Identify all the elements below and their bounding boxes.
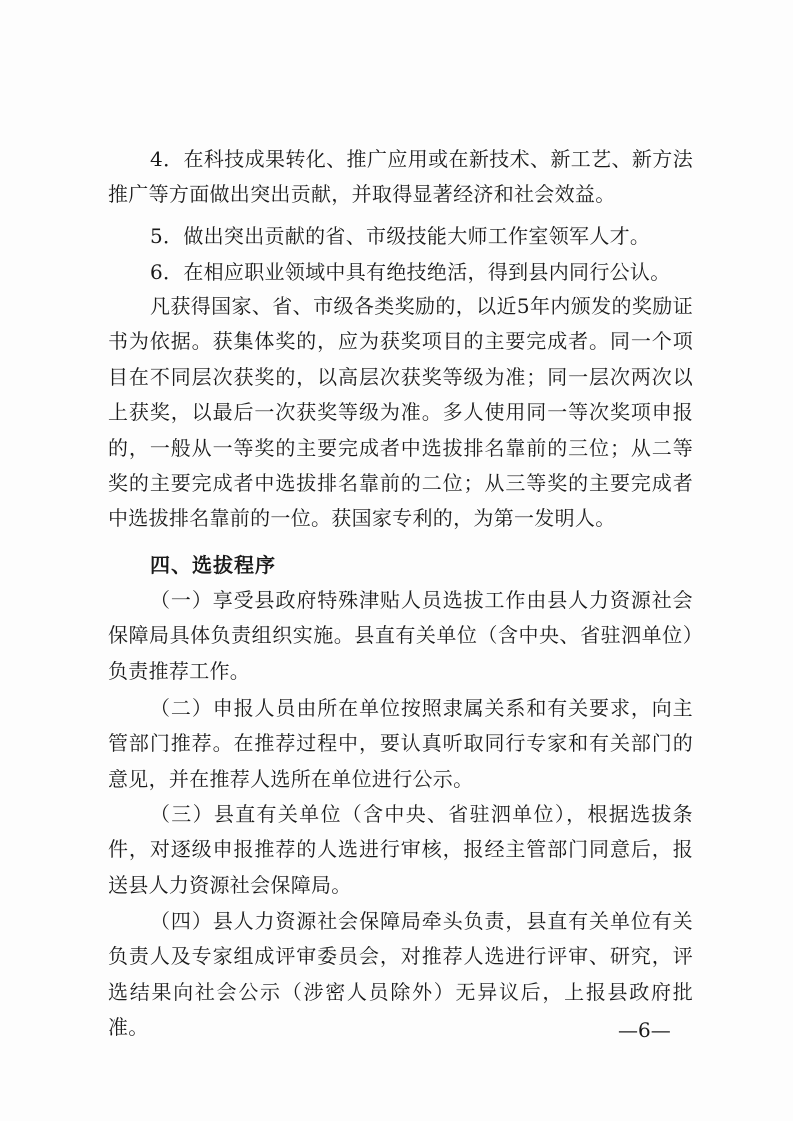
page-number: —6— <box>618 1018 671 1042</box>
paragraph-procedure-1: （一）享受县政府特殊津贴人员选拔工作由县人力资源社会保障局具体负责组织实施。县直有关单位（含中央、省驻泗单位）负责推荐工作。 <box>108 588 693 683</box>
paragraph-procedure-3: （三）县直有关单位（含中央、省驻泗单位），根据选拔条件，对逐级申报推荐的人选进行审核，报经主管部门同意后，报送县人力资源社会保障局。 <box>108 802 693 897</box>
paragraph-procedure-4: （四）县人力资源社会保障局牵头负责，县直有关单位有关负责人及专家组成评审委员会，对推荐人选进行评审、研究，评选结果向社会公示（涉密人员除外）无异议后，上报县政府批准。 <box>108 909 693 1040</box>
paragraph-procedure-2: （二）申报人员由所在单位按照隶属关系和有关要求，向主管部门推荐。在推荐过程中，要认真听取同行专家和有关部门的意见，并在推荐人选所在单位进行公示。 <box>108 696 693 791</box>
paragraph-award-rules: 凡获得国家、省、市级各类奖励的，以近5年内颁发的奖励证书为依据。获集体奖的，应为获奖项目的主要完成者。同一个项目在不同层次获奖的，以高层次获奖等级为准；同一层次两次以上获奖，以最后一次获奖等级为准。多人使用同一等次奖项申报的，一般从一等奖的主要完成者中选拔排名靠前的三位；从二等奖的主要完成者中选拔排名靠前的二位；从三等奖的主要完成者中选拔排名靠前的一位。获国家专利的，为第一发明人。 <box>108 294 693 531</box>
paragraph-item-4: 4．在科技成果转化、推广应用或在新技术、新工艺、新方法推广等方面做出突出贡献，并取得显著经济和社会效益。 <box>108 147 693 207</box>
paragraph-item-5: 5．做出突出贡献的省、市级技能大师工作室领军人才。 <box>150 224 651 248</box>
paragraph-item-6: 6．在相应职业领域中具有绝技绝活，得到县内同行公认。 <box>150 260 671 284</box>
section-heading: 四、选拔程序 <box>150 553 276 577</box>
